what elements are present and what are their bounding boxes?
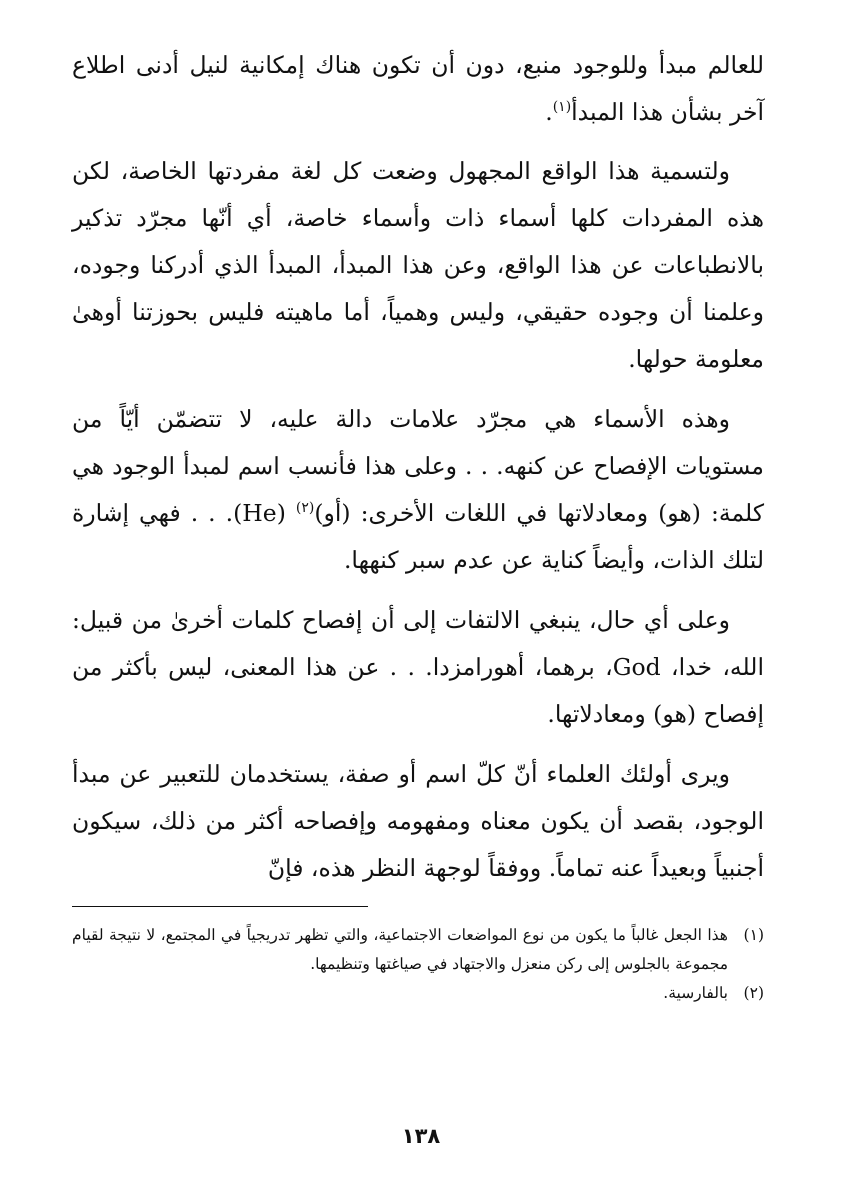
footnote-1-text: هذا الجعل غالباً ما يكون من نوع المواضعات الاجتماعية، والتي تظهر تدريجياً في المجتمع، لا نتيجة لقيام مجموعة بالجلوس إلى ركن منعزل والاجتهاد في صياغتها وتنظيمها. <box>72 926 728 973</box>
paragraph-1 <box>72 42 764 136</box>
footnote-2-number: (٢) <box>743 984 764 1002</box>
footnotes <box>72 921 764 1008</box>
paragraph-3-tail: (He). . . فهي إشارة لتلك الذات، وأيضاً كناية عن عدم سبر كنهها. <box>72 499 764 574</box>
footnote-ref-2: (٢) <box>295 500 315 517</box>
paragraph-5-text: ويرى أولئك العلماء أنّ كلّ اسم أو صفة، يستخدمان للتعبير عن مبدأ الوجود، بقصد أن يكون معناه ومفهومه وإفصاحه أكثر من ذلك، سيكون أجنبياً وبعيداً عنه تماماً. ووفقاً لوجهة النظر هذه، فإنّ <box>72 760 764 882</box>
footnote-2-text: بالفارسية. <box>663 984 728 1002</box>
paragraph-1-text: للعالم مبدأ وللوجود منبع، دون أن تكون هناك إمكانية لنيل أدنى اطلاع آخر بشأن هذا المبدأ <box>72 51 764 126</box>
paragraph-4-text: وعلى أي حال، ينبغي الالتفات إلى أن إفصاح كلمات أخرىٰ من قبيل: الله، خدا، God، برهما، أهورامزدا. . . عن هذا المعنى، ليس بأكثر من إفصاح (هو) ومعادلاتها. <box>72 606 764 728</box>
footnote-1 <box>72 921 764 979</box>
paragraph-4 <box>72 597 764 738</box>
paragraph-2 <box>72 148 764 383</box>
footnote-ref-1: (١) <box>552 99 572 116</box>
paragraph-3-text: وهذه الأسماء هي مجرّد علامات دالة عليه، لا تتضمّن أيّاً من مستويات الإفصاح عن كنهه. . . وعلى هذا فأنسب اسم لمبدأ الوجود هي كلمة: (هو) ومعادلاتها في اللغات الأخرى: (أو) <box>72 405 765 527</box>
paragraph-2-text: ولتسمية هذا الواقع المجهول وضعت كل لغة مفردتها الخاصة، لكن هذه المفردات كلها أسماء ذات وأسماء خاصة، أي أنّها مجرّد تذكير بالانطباعات عن هذا الواقع، وعن هذا المبدأ، المبدأ الذي أدركنا وجوده، وعلمنا أن وجوده حقيقي، وليس وهمياً، أما ماهيته فليس بحوزتنا أوهىٰ معلومة حولها. <box>72 157 764 373</box>
paragraph-3 <box>72 396 764 584</box>
paragraph-1-tail: . <box>545 98 553 126</box>
footnote-2 <box>72 979 764 1008</box>
page-number: ١٣٨ <box>401 1124 441 1148</box>
paragraph-5 <box>72 751 764 892</box>
footnote-divider <box>72 906 368 907</box>
footnote-1-number: (١) <box>743 926 764 944</box>
